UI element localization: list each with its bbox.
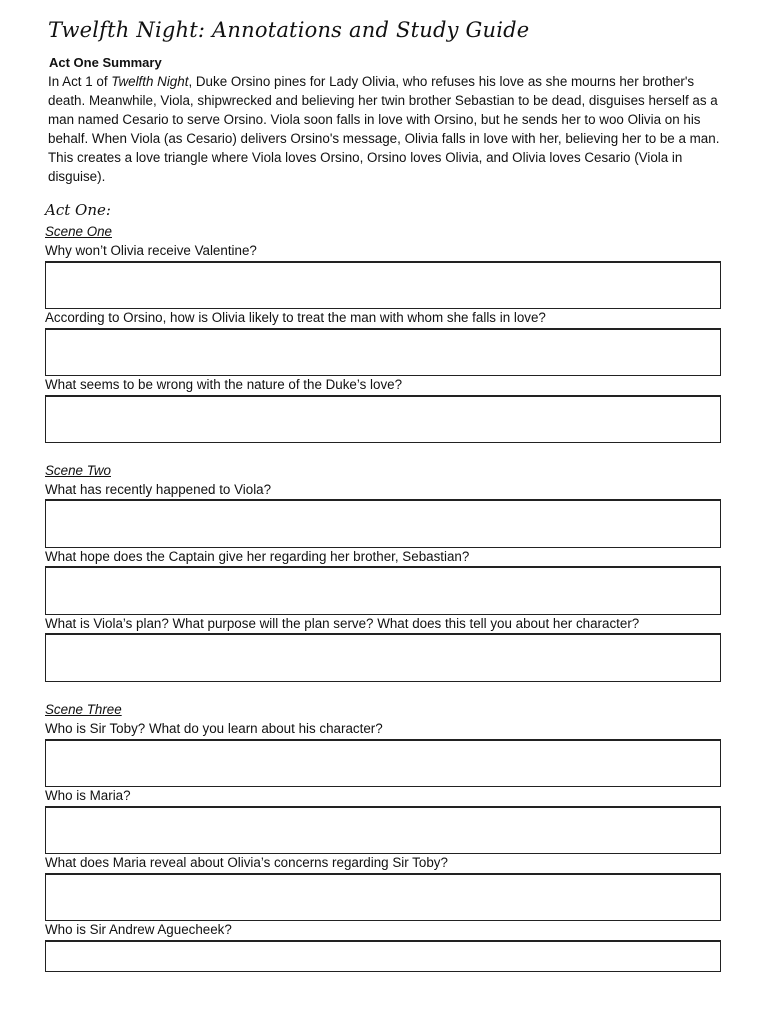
- answer-box[interactable]: [45, 499, 721, 548]
- question-text: What seems to be wrong with the nature of the Duke’s love?: [45, 377, 403, 392]
- question-text: What has recently happened to Viola?: [45, 482, 272, 497]
- answer-box[interactable]: [45, 395, 721, 443]
- answer-box[interactable]: [45, 739, 721, 787]
- question-text: What does Maria reveal about Olivia’s concerns regarding Sir Toby?: [45, 855, 448, 870]
- question-text: What is Viola’s plan? What purpose will the plan serve? What does this tell you about her character?: [45, 616, 640, 631]
- summary-body: , Duke Orsino pines for Lady Olivia, who refuses his love as she mourns her brother's death. Meanwhile, Viola, shipwrecked and believing her twin brother Sebastian to be dead, disguises herself as a man named Cesario to serve Orsino. Viola soon falls in love with Orsino, but he sends her to woo Olivia on his behalf. When Viola (as Cesario) delivers Orsino's message, Olivia falls in love with her, believing her to be a man. This creates a love triangle where Viola loves Orsino, Orsino loves Olivia, and Olivia loves Cesario (Viola in disguise).: [48, 74, 720, 184]
- question-text: What hope does the Captain give her regarding her brother, Sebastian?: [45, 549, 470, 564]
- answer-box[interactable]: [45, 566, 721, 615]
- act-heading: Act One:: [45, 201, 111, 219]
- answer-box[interactable]: [45, 806, 721, 854]
- question-text: According to Orsino, how is Olivia likely to treat the man with whom she falls in love?: [45, 310, 546, 325]
- question-text: Who is Sir Toby? What do you learn about his character?: [45, 721, 383, 736]
- answer-box[interactable]: [45, 261, 721, 309]
- answer-box[interactable]: [45, 940, 721, 972]
- document-title: Twelfth Night: Annotations and Study Guide: [48, 18, 530, 42]
- act-summary: [48, 72, 728, 186]
- play-title: Twelfth Night: [111, 74, 189, 89]
- question-text: Who is Maria?: [45, 788, 131, 803]
- answer-box[interactable]: [45, 328, 721, 376]
- scene-two-heading: Scene Two: [45, 463, 111, 478]
- answer-box[interactable]: [45, 633, 721, 682]
- summary-heading: Act One Summary: [49, 55, 162, 70]
- scene-one-heading: Scene One: [45, 224, 112, 239]
- summary-intro: In Act 1 of: [48, 74, 112, 89]
- answer-box[interactable]: [45, 873, 721, 921]
- question-text: Why won’t Olivia receive Valentine?: [45, 243, 257, 258]
- question-text: Who is Sir Andrew Aguecheek?: [45, 922, 232, 937]
- scene-three-heading: Scene Three: [45, 702, 122, 717]
